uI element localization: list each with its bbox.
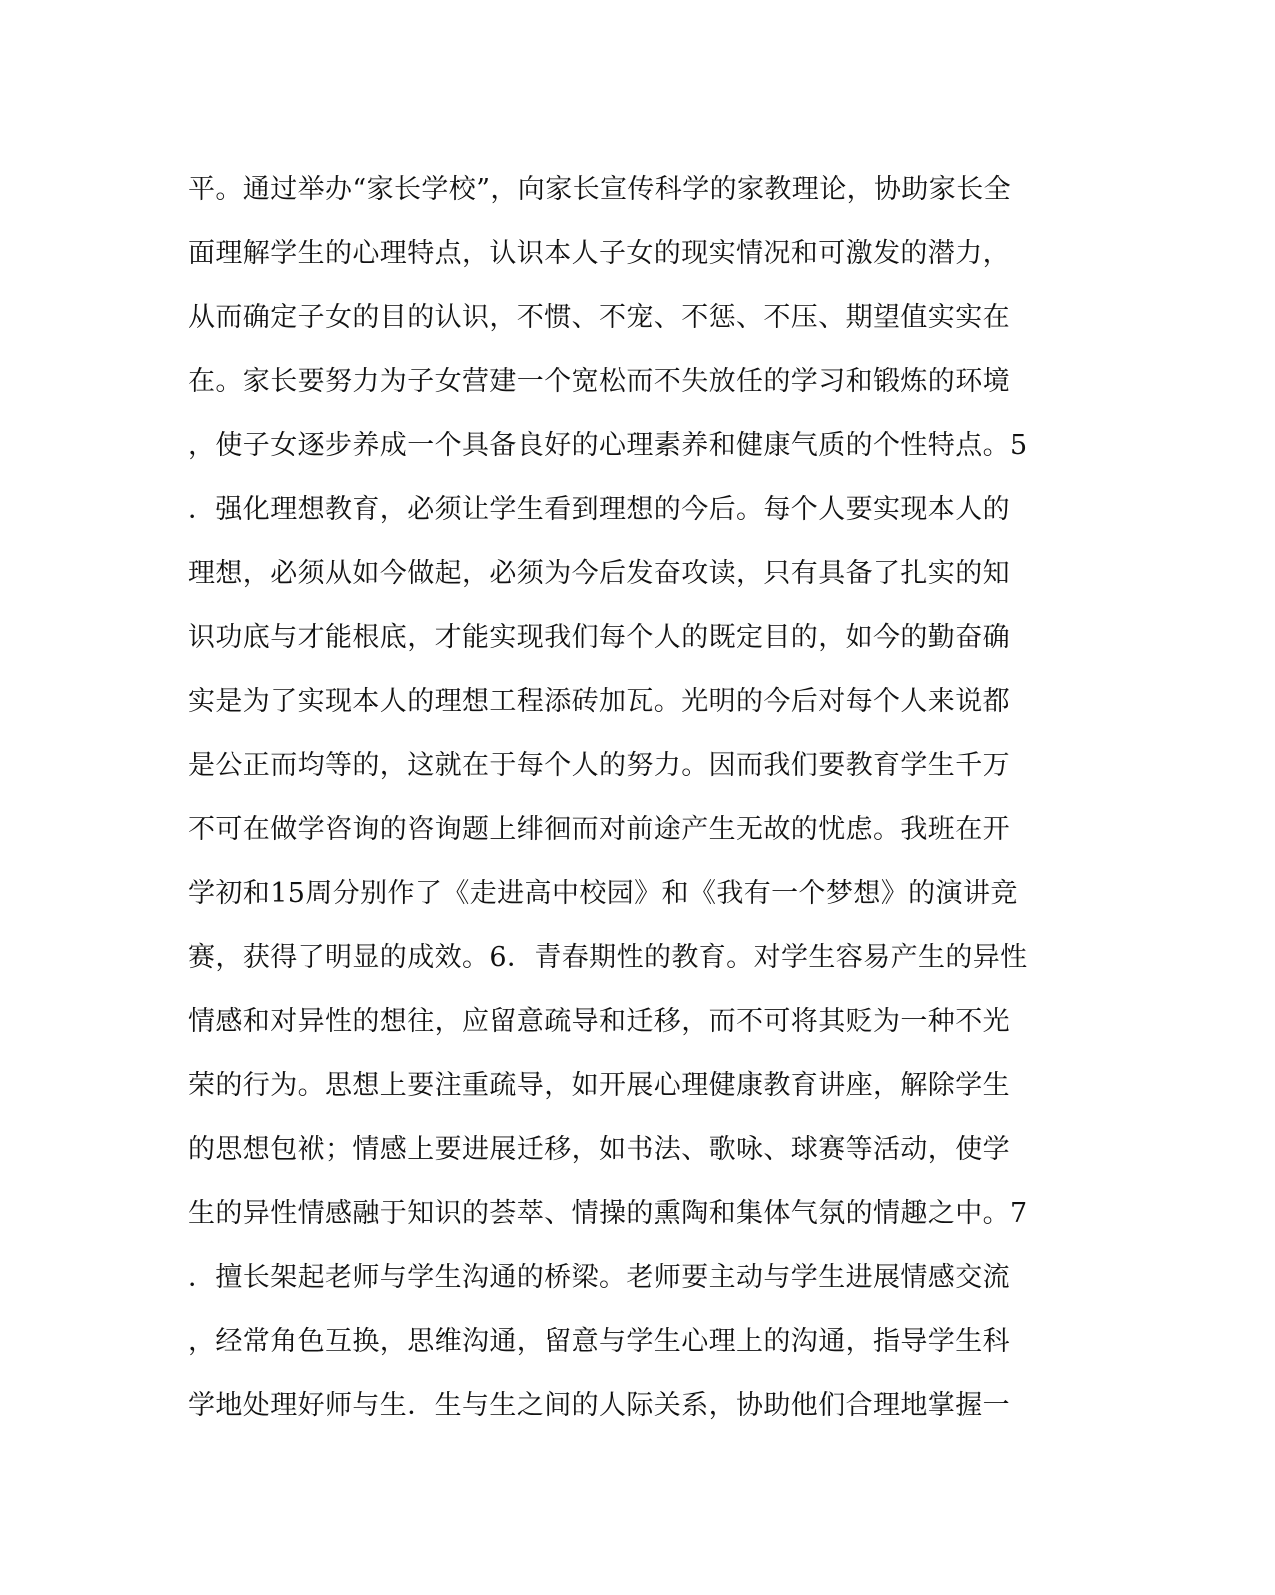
body-text [188,158,1088,1438]
text-line: 在。家长要努力为子女营建一个宽松而不失放任的学习和锻炼的环境 [188,366,1010,397]
text-line: 识功底与才能根底，才能实现我们每个人的既定目的，如今的勤奋确 [188,622,1010,653]
text-line: ，使子女逐步养成一个具备良好的心理素养和健康气质的个性特点。5 [188,430,1028,461]
text-line: 面理解学生的心理特点，认识本人子女的现实情况和可激发的潜力， [188,238,1010,269]
text-line: 学地处理好师与生．生与生之间的人际关系，协助他们合理地掌握一 [188,1390,1010,1421]
text-line: 学初和15周分别作了《走进高中校园》和《我有一个梦想》的演讲竞 [188,878,1018,909]
text-line: ．强化理想教育，必须让学生看到理想的今后。每个人要实现本人的 [188,494,1010,525]
text-line: 生的异性情感融于知识的荟萃、情操的熏陶和集体气氛的情趣之中。7 [188,1198,1028,1229]
text-line: ．擅长架起老师与学生沟通的桥梁。老师要主动与学生进展情感交流 [188,1262,1010,1293]
text-line: 理想，必须从如今做起，必须为今后发奋攻读，只有具备了扎实的知 [188,558,1010,589]
text-line: 平。通过举办“家长学校”，向家长宣传科学的家教理论，协助家长全 [188,174,1012,205]
text-line: 荣的行为。思想上要注重疏导，如开展心理健康教育讲座，解除学生 [188,1070,1010,1101]
text-line: 不可在做学咨询的咨询题上绯徊而对前途产生无故的忧虑。我班在开 [188,814,1010,845]
text-line: 赛，获得了明显的成效。6．青春期性的教育。对学生容易产生的异性 [188,942,1028,973]
text-line: 是公正而均等的，这就在于每个人的努力。因而我们要教育学生千万 [188,750,1010,781]
text-line: 实是为了实现本人的理想工程添砖加瓦。光明的今后对每个人来说都 [188,686,1010,717]
text-line: 从而确定子女的目的认识，不惯、不宠、不惩、不压、期望值实实在 [188,302,1010,333]
text-line: ，经常角色互换，思维沟通，留意与学生心理上的沟通，指导学生科 [188,1326,1010,1357]
text-line: 的思想包袱；情感上要进展迁移，如书法、歌咏、球赛等活动，使学 [188,1134,1010,1165]
text-line: 情感和对异性的想往，应留意疏导和迁移，而不可将其贬为一种不光 [188,1006,1010,1037]
